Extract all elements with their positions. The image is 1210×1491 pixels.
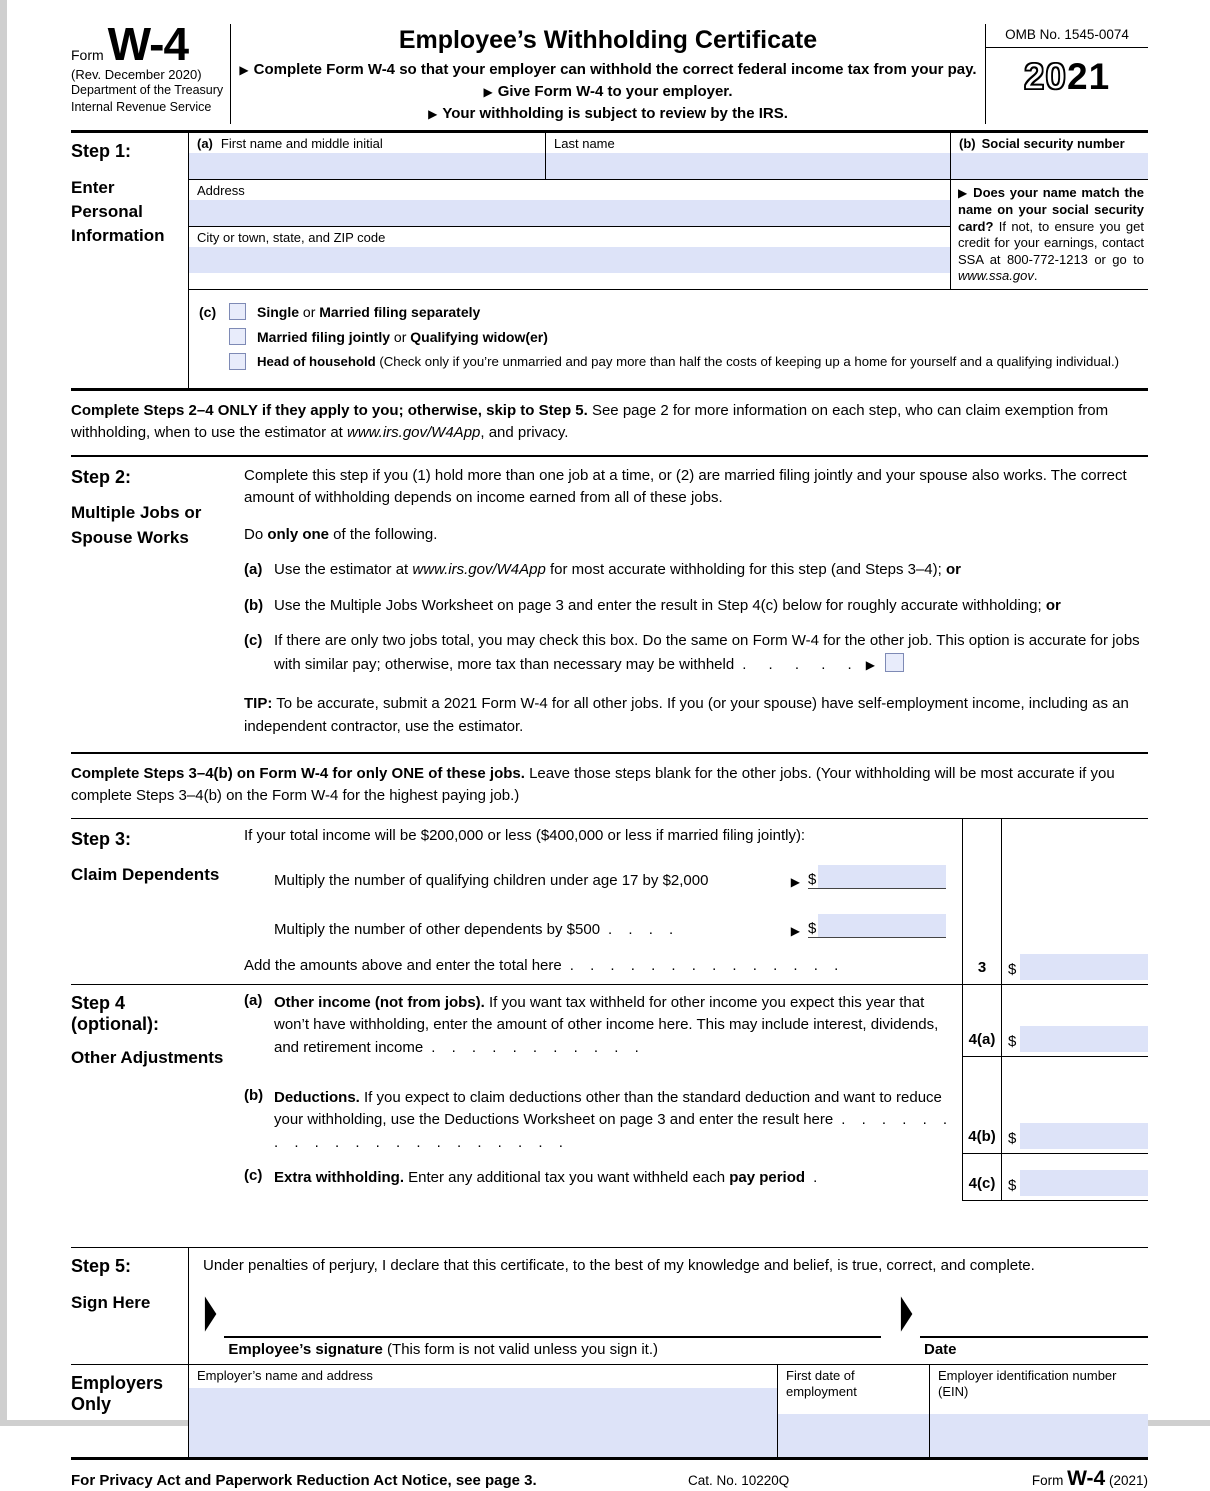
filing-status-married-label: [257, 329, 548, 345]
step3-total-line: [244, 957, 946, 974]
b-text: If you expect to claim deductions other than the standard deduction and want to reduce your withholding, use the Deductions Worksheet on page 3 and enter the result here: [274, 1088, 942, 1128]
form-title: Employee’s Withholding Certificate: [398, 26, 818, 54]
a-or: or: [945, 561, 961, 578]
ein-input[interactable]: [930, 1414, 1148, 1457]
step1-field-grid: [189, 133, 1148, 290]
dependents-text: Multiply the number of other dependents by $500: [274, 920, 601, 938]
step1-left-fields: [189, 133, 950, 289]
department-line-2: Internal Revenue Service: [71, 99, 212, 114]
ssa-note-period: .: [1033, 268, 1038, 284]
do-pre: Do: [244, 525, 268, 543]
date-label: Date: [924, 1340, 957, 1358]
ssa-note-regular: If not, to ensure you get credit for your earnings, contact SSA at 800-772-1213 or go to: [958, 218, 1144, 267]
step4b-body: [274, 1087, 948, 1154]
city-cell: [189, 227, 950, 273]
item-c-tag: (c): [199, 303, 217, 320]
form-number-line: [71, 18, 224, 70]
step2-label: [71, 465, 244, 739]
ssn-input[interactable]: [951, 153, 1148, 179]
employers-title-1: Employers: [71, 1372, 164, 1393]
leader-dots: . . . . . . . . . . . . . . . . . . . . .: [274, 1111, 948, 1151]
other-dependents-line: [274, 914, 946, 938]
step3-content: [244, 819, 962, 984]
form-word: Form: [71, 47, 104, 63]
step3-line-number: 3: [962, 819, 1002, 984]
step2-tip: [244, 693, 1148, 738]
step4a-row: [244, 985, 1148, 1057]
ssn-column: [950, 133, 1148, 289]
item-c-tag: (c): [244, 632, 263, 649]
form-id-block: [71, 18, 231, 124]
notice-regular: See page 2 for more information on each step, who can claim exemption from withholding, when to use the estimator at: [71, 402, 1109, 441]
item-b-tag: (b): [244, 596, 264, 614]
city-input[interactable]: [189, 247, 950, 273]
step4c-row: [244, 1154, 1148, 1201]
b-text: Use the Multiple Jobs Worksheet on page 3 and enter the result in Step 4(c) below for roughly accurate withholding;: [274, 596, 1046, 614]
step1-fields: [189, 133, 1148, 388]
step4b-row: [244, 1057, 1148, 1154]
filing-status-row-single: [199, 303, 1148, 320]
signature-label-bold: Employee’s signature: [228, 1340, 383, 1358]
form-footer: [71, 1460, 1148, 1491]
leader-dots: .: [813, 1168, 818, 1186]
first-name-input[interactable]: [189, 153, 545, 179]
first-date-employment-input[interactable]: [778, 1414, 929, 1457]
do-post: of the following.: [329, 525, 438, 543]
a-text: If you want tax withheld for other income you expect this year that won’t have withholding, enter the amount of other income here. This may include interest, dividends, and retirement income: [274, 993, 939, 1056]
step3-title: Step 3:: [71, 828, 132, 849]
step4c-body: [274, 1167, 948, 1201]
a-bold: Other income (not from jobs).: [274, 993, 485, 1011]
first-name-cell: [189, 133, 546, 179]
item-b-text: [274, 595, 1148, 618]
step1-subtitle: Enter Personal Information: [71, 178, 165, 245]
arrow-icon: ▶: [239, 63, 249, 77]
step4b-text: [244, 1057, 962, 1154]
ssa-note-bold: Does your name match the name on your social security card?: [958, 185, 1144, 234]
name-row: [189, 133, 950, 180]
dollar-sign: $: [1008, 1032, 1017, 1050]
child-credit-amount-input[interactable]: [818, 865, 946, 888]
item-a-tag: (a): [197, 136, 213, 152]
step3-total-input[interactable]: [1020, 954, 1148, 980]
arrow-icon: ▶: [900, 1286, 913, 1338]
first-date-cell: [778, 1365, 930, 1457]
steps-2-4-notice: [71, 391, 1148, 457]
step2-content: [244, 465, 1148, 739]
filing-status-single-checkbox[interactable]: [229, 303, 246, 320]
form-number: W-4: [107, 18, 189, 70]
employers-fields: [189, 1365, 1148, 1457]
footer-form-id: [948, 1467, 1148, 1491]
step1-label: [71, 133, 189, 388]
year-outline: 20: [1023, 56, 1067, 97]
footer-form-year: (2021): [1105, 1472, 1148, 1488]
step1-title: Step 1:: [71, 141, 132, 162]
step5-title: Step 5:: [71, 1255, 132, 1276]
4c-extra-withholding-input[interactable]: [1020, 1170, 1148, 1196]
step2-subtitle: Multiple Jobs or Spouse Works: [71, 502, 202, 547]
step4b-line-number: 4(b): [962, 1057, 1002, 1154]
step4-optional: (optional):: [71, 1013, 159, 1034]
item-a-text: [274, 559, 1148, 582]
arrow-icon: ▶: [790, 874, 800, 889]
arrow-icon: ▶: [865, 657, 875, 672]
do-bold: only one: [267, 525, 330, 543]
leader-dots: . . . .: [608, 920, 674, 938]
c-text: If there are only two jobs total, you may check this box. Do the same on Form W-4 for the other job. This option is accurate for jobs with similar pay; otherwise, more tax than necessary may be withheld: [274, 632, 1140, 673]
tip-label: TIP:: [244, 695, 273, 712]
step4a-text: [244, 985, 962, 1057]
item-c-text: [274, 630, 1148, 676]
dollar-sign: $: [1008, 1176, 1017, 1194]
item-c-tag: (c): [244, 1166, 263, 1184]
step1-section: [71, 133, 1148, 391]
arrow-icon: ▶: [428, 106, 438, 121]
step4-title: Step 4: [71, 992, 126, 1013]
step5-content: [189, 1248, 1148, 1364]
dollar-sign: $: [808, 870, 817, 888]
label-bold-2: Married filing separately: [319, 303, 481, 320]
step4a-amount-cell: [1002, 985, 1148, 1057]
notice-regular: Leave those steps blank for the other jobs. (Your withholding will be most accurate if you complete Steps 3–4(b) on the Form W-4 for the highest paying job.): [71, 765, 1115, 804]
city-label: City or town, state, and ZIP code: [197, 230, 386, 246]
bullet-text: Your withholding is subject to review by the IRS.: [442, 104, 788, 122]
label-bold-1: Single: [257, 303, 300, 320]
employer-name-label: Employer’s name and address: [197, 1367, 373, 1383]
step2-title: Step 2:: [71, 466, 132, 487]
last-name-label: Last name: [554, 136, 615, 152]
last-name-cell: [546, 133, 950, 179]
footer-form-word: Form: [1031, 1472, 1068, 1488]
steps-3-4-notice: [71, 754, 1148, 818]
step3-section: [71, 818, 1148, 985]
employers-only-section: [71, 1364, 1148, 1460]
filing-status-row-head: [199, 353, 1148, 370]
dollar-sign: $: [1008, 960, 1017, 978]
instruction-bullet-2: [231, 81, 985, 103]
ein-label: Employer identification number (EIN): [938, 1367, 1117, 1400]
bullet-text: Complete Form W-4 so that your employer can withhold the correct federal income tax from your pay.: [253, 61, 977, 78]
arrow-icon: ▶: [958, 186, 969, 201]
filing-status-single-label: [257, 304, 480, 320]
step4-label: [71, 985, 244, 1201]
step4-rows: [244, 985, 1148, 1201]
notice-bold: Complete Steps 2–4 ONLY if they apply to you; otherwise, skip to Step 5.: [71, 402, 588, 419]
arrow-icon: ▶: [483, 84, 493, 99]
perjury-statement: Under penalties of perjury, I declare that this certificate, to the best of my knowledge and belief, is true, correct, and complete.: [203, 1256, 1035, 1274]
instruction-bullet-1: [231, 59, 985, 81]
step4-section: [71, 985, 1148, 1201]
catalog-number: Cat. No. 10220Q: [688, 1472, 790, 1488]
first-name-label: [189, 133, 545, 153]
leader-dots: . . . . .: [742, 655, 852, 673]
item-b-tag: (b): [959, 136, 976, 152]
b-or: or: [1045, 596, 1061, 614]
total-text: Add the amounts above and enter the total here: [244, 956, 562, 974]
item-a-tag: (a): [244, 561, 263, 578]
dependents-amount-field: [808, 914, 946, 938]
step2-intro: Complete this step if you (1) hold more than one job at a time, or (2) are married filing jointly and your spouse also works. The correct amount of withholding depends on income earned from all of these jobs.: [244, 466, 1127, 506]
step2-item-c: [244, 630, 1148, 676]
step5-label: [71, 1248, 189, 1364]
revision-date: (Rev. December 2020): [71, 67, 202, 83]
instruction-bullet-3: [231, 103, 985, 125]
first-date-label: First date of employment: [786, 1367, 857, 1400]
c-text: Enter any additional tax you want withheld each: [404, 1168, 730, 1186]
label-bold-2: Qualifying widow(er): [410, 328, 548, 345]
c-bold: Extra withholding.: [274, 1168, 404, 1186]
date-block: [920, 1312, 1148, 1364]
signature-row: [203, 1286, 1148, 1364]
step4c-amount-cell: [1002, 1154, 1148, 1201]
notice-bold: Complete Steps 3–4(b) on Form W-4 for only ONE of these jobs.: [71, 765, 525, 782]
two-jobs-checkbox[interactable]: [885, 653, 904, 672]
children-amount-field: [808, 865, 946, 889]
a-url: www.irs.gov/W4App: [412, 561, 546, 578]
signature-label: [224, 1338, 880, 1364]
ein-cell: [930, 1365, 1148, 1457]
ssa-note: [951, 180, 1148, 289]
first-name-label-text: First name and middle initial: [220, 136, 383, 152]
filing-status-row-married: [199, 328, 1148, 345]
leader-dots: . . . . . . . . . . .: [431, 1038, 639, 1056]
label-or: or: [299, 303, 320, 320]
step2-item-a: [244, 559, 1148, 582]
step4b-amount-cell: [1002, 1057, 1148, 1154]
employer-name-cell: [189, 1365, 778, 1457]
employer-name-address-input[interactable]: [189, 1388, 777, 1456]
notice-end: , and privacy.: [480, 423, 569, 441]
label-or: or: [390, 328, 411, 345]
filing-status-married-jointly-checkbox[interactable]: [229, 328, 246, 345]
step4c-text: [244, 1154, 962, 1201]
signature-block: [224, 1312, 880, 1364]
label-rest: (Check only if you’re unmarried and pay more than half the costs of keeping up a home for yourself and a qualifying individual.): [375, 354, 1119, 369]
employee-signature-line[interactable]: [224, 1312, 880, 1338]
filing-status-group: [189, 290, 1148, 388]
department-line-1: Department of the Treasury: [71, 83, 224, 98]
tax-year: [986, 48, 1148, 98]
label-bold-1: Married filing jointly: [257, 328, 391, 345]
b-bold: Deductions.: [274, 1088, 360, 1106]
step4c-line-number: 4(c): [962, 1154, 1002, 1201]
step4a-line-number: 4(a): [962, 985, 1002, 1057]
step3-subtitle: Claim Dependents: [71, 864, 220, 884]
arrow-icon: ▶: [790, 923, 800, 938]
leader-dots: . . . . . . . . . . . . . .: [569, 956, 839, 974]
arrow-icon: ▶: [204, 1286, 217, 1338]
step3-label: [71, 819, 244, 984]
year-solid: 21: [1067, 56, 1111, 97]
omb-year-block: [985, 24, 1148, 124]
step3-intro: If your total income will be $200,000 or less ($400,000 or less if married filing jointly):: [244, 826, 806, 844]
form-header: [71, 18, 1148, 133]
qualifying-children-line: [274, 865, 946, 889]
w4-form: [7, 0, 1210, 1490]
footer-form-number: W-4: [1067, 1466, 1106, 1490]
filing-status-head-label: [257, 354, 1119, 369]
step5-section: [71, 1247, 1148, 1364]
item-b-tag: (b): [244, 1086, 264, 1104]
label-bold-1: Head of household: [257, 354, 376, 369]
notice-url: www.irs.gov/W4App: [347, 423, 481, 441]
address-label: Address: [197, 183, 245, 199]
4a-other-income-input[interactable]: [1020, 1026, 1148, 1052]
a-post: for most accurate withholding for this step (and Steps 3–4);: [545, 561, 946, 578]
filing-status-head-household-checkbox[interactable]: [229, 353, 246, 370]
c-bold-2: pay period: [729, 1168, 806, 1186]
tip-text: To be accurate, submit a 2021 Form W-4 for all other jobs. If you (or your spouse) have self-employment income, including as an independent contractor, use the estimator.: [244, 695, 1129, 735]
title-block: [231, 24, 985, 124]
omb-number: OMB No. 1545-0074: [986, 24, 1148, 48]
dollar-sign: $: [1008, 1129, 1017, 1147]
other-dependents-amount-input[interactable]: [818, 914, 946, 937]
privacy-notice: For Privacy Act and Paperwork Reduction Act Notice, see page 3.: [71, 1471, 537, 1489]
address-cell: [189, 180, 950, 227]
step2-section: [71, 457, 1148, 755]
4b-deductions-input[interactable]: [1020, 1123, 1148, 1149]
step2-item-b: [244, 595, 1148, 618]
bullet-text: Give Form W-4 to your employer.: [497, 82, 733, 100]
employers-label: [71, 1365, 189, 1457]
date-line[interactable]: [920, 1312, 1148, 1338]
ssn-label: [951, 133, 1148, 153]
ssn-label-text: Social security number: [981, 136, 1125, 152]
address-input[interactable]: [189, 200, 950, 226]
step4a-body: [274, 992, 948, 1057]
a-pre: Use the estimator at: [274, 561, 413, 578]
step2-do-line: [244, 524, 1148, 547]
step5-subtitle: Sign Here: [71, 1292, 151, 1312]
ssa-note-url: www.ssa.gov: [958, 268, 1034, 284]
step3-amount-cell: [1002, 819, 1148, 984]
ssn-cell: [951, 133, 1148, 180]
signature-label-rest: (This form is not valid unless you sign it.): [382, 1340, 658, 1358]
dollar-sign: $: [808, 919, 817, 937]
last-name-input[interactable]: [546, 153, 950, 179]
children-text: Multiply the number of qualifying children under age 17 by $2,000: [274, 871, 709, 889]
item-a-tag: (a): [244, 991, 263, 1009]
step4-subtitle: Other Adjustments: [71, 1047, 224, 1067]
page-left-edge: [0, 0, 7, 1426]
employers-title-2: Only: [71, 1393, 112, 1414]
